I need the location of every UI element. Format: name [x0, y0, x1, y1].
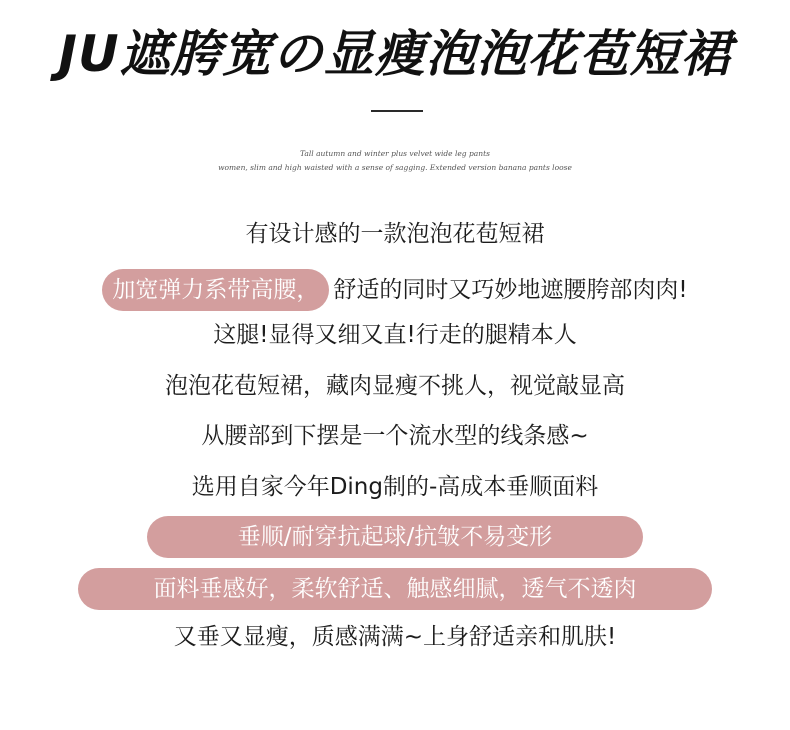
description-line-8 — [0, 568, 790, 610]
highlight-pill-fabric: 垂顺/耐穿抗起球/抗皱不易变形 — [147, 516, 643, 558]
page-title: JU遮胯宽の显瘦泡泡花苞短裙 — [58, 25, 732, 83]
description-line-9: 又垂又显瘦，质感满满~上身舒适亲和肌肤! — [173, 624, 617, 650]
description-line-7 — [0, 516, 790, 558]
description-line-3: 这腿!显得又细又直!行走的腿精本人 — [213, 322, 577, 348]
description-line-2 — [0, 269, 790, 311]
highlight-pill-waist: 加宽弹力系带高腰， — [102, 269, 329, 311]
description-line-6: 选用自家今年Ding制的-高成本垂顺面料 — [191, 474, 599, 500]
description-line-5: 从腰部到下摆是一个流水型的线条感~ — [201, 423, 589, 449]
english-subtitle-line-1: Tall autumn and winter plus velvet wide leg pants — [300, 149, 490, 158]
english-subtitle-line-2: women, slim and high waisted with a sense of sagging. Extended version banana pants loose — [218, 163, 572, 172]
description-line-1: 有设计感的一款泡泡花苞短裙 — [245, 221, 545, 247]
highlight-pill-comfort: 面料垂感好，柔软舒适、触感细腻，透气不透肉 — [78, 568, 712, 610]
description-line-2-text: 舒适的同时又巧妙地遮腰胯部肉肉! — [333, 277, 688, 303]
description-line-4: 泡泡花苞短裙，藏肉显瘦不挑人，视觉敲显高 — [165, 373, 625, 399]
title-divider — [371, 110, 423, 112]
